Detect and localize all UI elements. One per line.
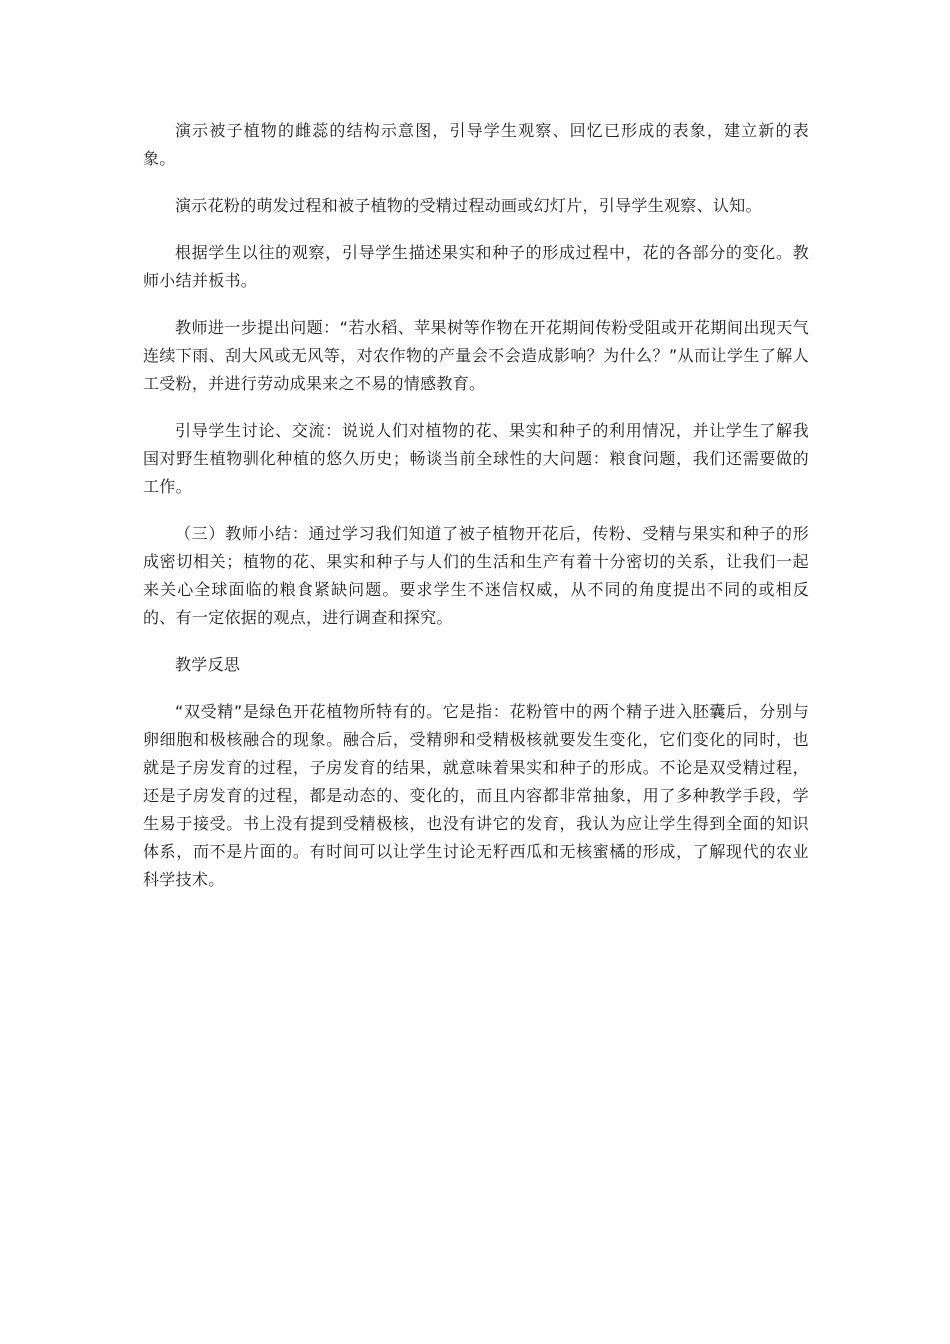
paragraph-fruit-formation: 根据学生以往的观察，引导学生描述果实和种子的形成过程中，花的各部分的变化。教师小结并板书。	[143, 243, 809, 290]
paragraph-teacher-summary: （三）教师小结：通过学习我们知道了被子植物开花后，传粉、受精与果实和种子的形成密切相关；植物的花、果实和种子与人们的生活和生产有着十分密切的关系，让我们一起来关心全球面临的粮食紧缺问题。要求学生不迷信权威，从不同的角度提出不同的或相反的、有一定依据的观点，进行调查和探究。	[143, 524, 809, 627]
paragraph-pollination-demo: 演示花粉的萌发过程和被子植物的受精过程动画或幻灯片，引导学生观察、认知。	[175, 196, 762, 215]
paragraph-reflection: “双受精”是绿色开花植物所特有的。它是指：花粉管中的两个精子进入胚囊后，分别与卵细胞和极核融合的现象。融合后，受精卵和受精极核就要发生变化，它们变化的同时，也就是子房发育的过程，子房发育的结果，就意味着果实和种子的形成。不论是双受精过程，还是子房发育的过程，都是动态的、变化的，而且内容都非常抽象，用了多种教学手段，学生易于接受。书上没有提到受精极核，也没有讲它的发育，我认为应让学生得到全面的知识体系，而不是片面的。有时间可以让学生讨论无籽西瓜和无核蜜橘的形成，了解现代的农业科学技术。	[143, 702, 809, 889]
paragraph-discussion: 引导学生讨论、交流：说说人们对植物的花、果实和种子的利用情况，并让学生了解我国对野生植物驯化种植的悠久历史；畅谈当前全球性的大问题：粮食问题，我们还需要做的工作。	[143, 421, 809, 496]
document-page	[143, 117, 809, 913]
paragraph-pistil-demo: 演示被子植物的雌蕊的结构示意图，引导学生观察、回忆已形成的表象，建立新的表象。	[143, 121, 809, 168]
paragraph-teacher-question: 教师进一步提出问题：“若水稻、苹果树等作物在开花期间传粉受阻或开花期间出现天气连续下雨、刮大风或无风等，对农作物的产量会不会造成影响？为什么？”从而让学生了解人工受粉，并进行劳动成果来之不易的情感教育。	[143, 318, 809, 393]
section-heading-reflection: 教学反思	[175, 655, 241, 674]
